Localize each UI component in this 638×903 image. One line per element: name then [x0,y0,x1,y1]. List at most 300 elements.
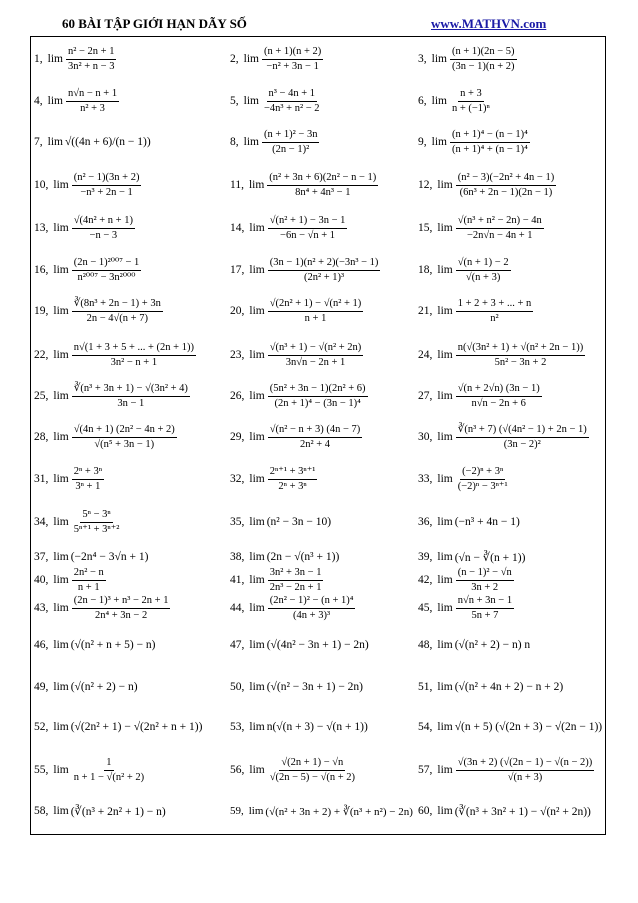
problem-number: 29, [230,431,245,443]
fraction [456,341,586,368]
problem-number: 44, [230,602,245,614]
lim-symbol: lim [53,431,69,443]
fraction [72,214,135,241]
problem-number: 6, [418,95,427,107]
numerator: √(2n + 1) − √n [279,756,345,770]
problem-item [230,793,416,829]
problem-number: 57, [418,764,433,776]
lim-symbol: lim [53,305,69,317]
fraction [456,566,514,593]
problem-item [418,207,602,249]
numerator: (−2)ⁿ + 3ⁿ [460,465,505,479]
problem-number: 16, [34,264,49,276]
fraction [268,594,356,621]
numerator: 2ⁿ⁺¹ + 3ⁿ⁺¹ [268,465,318,479]
problem-row [34,417,602,457]
problem-number: 54, [418,721,433,733]
numerator: (2n − 1)²⁰⁰⁷ − 1 [72,256,142,270]
numerator: √(n² + 1) − 3n − 1 [268,214,348,228]
fraction [66,87,119,114]
problem-number: 35, [230,516,245,528]
lim-symbol: lim [243,136,259,148]
problem-number: 31, [34,473,49,485]
lim-symbol: lim [437,516,453,528]
problem-number: 39, [418,551,433,563]
fraction [456,297,534,324]
problem-number: 45, [418,602,433,614]
lim-symbol: lim [437,222,453,234]
numerator: √(n³ + 1) − √(n² + 2n) [268,341,364,355]
problem-item [34,793,224,829]
denominator: n + 1 [304,312,327,324]
problem-number: 20, [230,305,245,317]
problem-item [418,667,602,707]
problem-number: 32, [230,473,245,485]
numerator: (n − 1)² − √n [456,566,514,580]
lim-symbol: lim [437,551,453,563]
problem-row [34,81,602,121]
fraction [268,382,368,409]
problem-number: 55, [34,764,49,776]
denominator: √(n + 3) [507,771,543,783]
problem-number: 43, [34,602,49,614]
numerator: (n² − 1)(3n + 2) [72,171,142,185]
denominator: n²⁰⁰⁷ − 3n²⁰⁰⁰ [77,271,136,283]
problem-row [34,39,602,79]
lim-symbol: lim [437,764,453,776]
denominator: (2n − 1)² [272,143,310,155]
numerator: 2n² − n [72,566,106,580]
limit-expression: (√(n² − 3n + 1) − 2n) [266,681,364,693]
lim-symbol: lim [249,551,265,563]
problem-item [230,251,416,289]
lim-symbol: lim [47,95,63,107]
limit-expression: (√(n² + 2) − n) [70,681,138,693]
numerator: n(√(3n² + 1) + √(n² + 2n − 1)) [456,341,586,355]
fraction [262,87,322,114]
denominator: (2n² + 1)³ [303,271,345,283]
limit-expression: (√n − ∛(n + 1)) [454,552,526,564]
lim-symbol: lim [437,681,453,693]
lim-symbol: lim [53,574,69,586]
problem-number: 12, [418,179,433,191]
problem-item [34,667,224,707]
problem-grid [34,39,602,832]
numerator: √(2n² + 1) − √(n² + 1) [268,297,364,311]
problem-item [34,81,224,121]
fraction [268,341,364,368]
problem-number: 56, [230,764,245,776]
problem-number: 36, [418,516,433,528]
lim-symbol: lim [437,473,453,485]
problem-row [34,163,602,207]
lim-symbol: lim [249,305,265,317]
lim-symbol: lim [47,53,63,65]
problem-row [34,377,602,415]
problem-item [418,625,602,665]
lim-symbol: lim [53,473,69,485]
fraction [268,465,318,492]
lim-symbol: lim [249,222,265,234]
lim-symbol: lim [437,721,453,733]
limit-expression: (√(n² + 4n + 2) − n + 2) [454,681,564,693]
limit-expression: (√(2n² + 1) − √(2n² + n + 1)) [70,721,203,733]
lim-symbol: lim [437,264,453,276]
fraction [72,594,171,621]
problem-number: 58, [34,805,49,817]
denominator: −n³ + 2n − 1 [80,186,133,198]
fraction [456,214,544,241]
denominator: 2ⁿ + 3ⁿ [278,480,307,492]
problem-number: 13, [34,222,49,234]
problem-number: 18, [418,264,433,276]
denominator: n + 1 [77,581,100,593]
problem-item [418,163,602,207]
problem-number: 48, [418,639,433,651]
problem-row [34,501,602,543]
denominator: √(n⁵ + 3n − 1) [94,438,155,450]
fraction [456,256,511,283]
lim-symbol: lim [431,53,447,65]
numerator: √(4n + 1) (2n² − 4n + 2) [72,423,177,437]
denominator: 3n² − n + 1 [110,356,158,368]
problem-item [34,593,224,623]
problem-item [230,501,416,543]
lim-symbol: lim [437,390,453,402]
lim-symbol: lim [437,431,453,443]
lim-symbol: lim [249,639,265,651]
problem-item [418,593,602,623]
fraction [450,45,517,72]
problem-item [34,39,224,79]
limit-expression: (−n³ + 4n − 1) [454,516,520,528]
problem-item [230,335,416,375]
lim-symbol: lim [53,222,69,234]
denominator: −n² + 3n − 1 [266,60,319,72]
numerator: √(n + 1) − 2 [456,256,511,270]
fraction [456,465,510,492]
numerator: n² − 2n + 1 [66,45,117,59]
lim-symbol: lim [249,516,265,528]
lim-symbol: lim [437,349,453,361]
lim-symbol: lim [437,602,453,614]
denominator: 5n + 7 [471,609,499,621]
denominator: (n + 1)⁴ + (n − 1)⁴ [451,143,528,155]
problem-number: 17, [230,264,245,276]
problem-item [230,459,416,499]
problem-number: 2, [230,53,239,65]
problem-item [34,121,224,163]
problem-item [230,163,416,207]
numerator: 5ⁿ − 3ⁿ [80,508,112,522]
fraction [72,566,106,593]
numerator: 3n² + 3n − 1 [268,566,324,580]
problem-number: 9, [418,136,427,148]
fraction [72,508,122,535]
problem-number: 47, [230,639,245,651]
lim-symbol: lim [53,390,69,402]
problem-item [34,417,224,457]
problem-number: 38, [230,551,245,563]
problem-item [34,377,224,415]
denominator: 2n³ − 2n + 1 [269,581,322,593]
denominator: −6n − √n + 1 [280,229,336,241]
denominator: n + 1 − √(n² + 2) [73,771,145,783]
problem-number: 52, [34,721,49,733]
problem-item [34,625,224,665]
numerator: (n + 1)⁴ − (n − 1)⁴ [450,128,530,142]
fraction [72,465,104,492]
problem-number: 42, [418,574,433,586]
numerator: √(n² − n + 3) (4n − 7) [268,423,363,437]
problem-item [34,501,224,543]
problem-number: 37, [34,551,49,563]
fraction [450,87,492,114]
fraction [456,171,556,198]
problem-item [230,207,416,249]
limit-expression: (−2n⁴ − 3√n + 1) [70,551,149,563]
fraction [72,756,146,783]
lim-symbol: lim [53,551,69,563]
problem-item [230,377,416,415]
problem-item [230,593,416,623]
problem-number: 21, [418,305,433,317]
lim-symbol: lim [53,805,69,817]
lim-symbol: lim [249,264,265,276]
problem-number: 15, [418,222,433,234]
problem-number: 24, [418,349,433,361]
problem-row [34,625,602,665]
problem-number: 41, [230,574,245,586]
fraction [268,256,381,283]
limit-expression: (∛(n³ + 3n² + 1) − √(n² + 2n)) [454,806,591,818]
denominator: 2n − 4√(n + 7) [86,312,148,324]
problem-number: 40, [34,574,49,586]
problem-row [34,749,602,791]
denominator: 3ⁿ + 1 [75,480,101,492]
problem-number: 33, [418,473,433,485]
problem-item [230,707,416,747]
problem-item [418,459,602,499]
limit-expression: (√(n² + 2) − n) n [454,639,531,651]
numerator: 1 [104,756,113,770]
limit-expression: (√(n² + 3n + 2) + ∛(n³ + n²) − 2n) [265,805,413,818]
problem-item [34,707,224,747]
problem-item [230,667,416,707]
problem-number: 60, [418,805,433,817]
numerator: √(n³ + n² − 2n) − 4n [456,214,544,228]
problem-number: 7, [34,136,43,148]
problem-item [230,121,416,163]
fraction [262,45,323,72]
problem-item [230,569,416,591]
denominator: 5n² − 3n + 2 [494,356,547,368]
lim-symbol: lim [53,764,69,776]
numerator: √(4n² + n + 1) [72,214,135,228]
problem-row [34,593,602,623]
numerator: (3n − 1)(n² + 2)(−3n³ − 1) [268,256,381,270]
numerator: n + 3 [458,87,484,101]
lim-symbol: lim [437,179,453,191]
denominator: n² + 3 [80,102,105,114]
problem-item [230,289,416,333]
numerator: (n + 1)² − 3n [262,128,319,142]
denominator: 3n√n − 2n + 1 [285,356,346,368]
denominator: 3n + 2 [471,581,499,593]
problem-number: 28, [34,431,49,443]
lim-symbol: lim [53,179,69,191]
lim-symbol: lim [243,53,259,65]
problem-number: 51, [418,681,433,693]
problem-item [418,121,602,163]
denominator: (3n − 1)(n + 2) [451,60,515,72]
lim-symbol: lim [249,681,265,693]
problem-number: 26, [230,390,245,402]
problem-number: 8, [230,136,239,148]
problem-row [34,793,602,829]
lim-symbol: lim [249,473,265,485]
problem-number: 46, [34,639,49,651]
lim-symbol: lim [437,305,453,317]
problem-number: 22, [34,349,49,361]
problem-row [34,707,602,747]
denominator: 8n⁴ + 4n³ − 1 [295,186,351,198]
numerator: (n + 1)(n + 2) [262,45,323,59]
problem-item [34,569,224,591]
problem-number: 34, [34,516,49,528]
problem-number: 23, [230,349,245,361]
problem-row [34,289,602,333]
problem-number: 19, [34,305,49,317]
problem-row [34,251,602,289]
numerator: ∛(n³ + 3n + 1) − √(3n² + 4) [72,382,190,396]
numerator: n√(1 + 3 + 5 + ... + (2n + 1)) [72,341,196,355]
denominator: (2n + 1)⁴ − (3n − 1)⁴ [274,397,361,409]
problem-item [418,289,602,333]
denominator: n² [490,312,499,324]
problem-row [34,667,602,707]
problem-number: 10, [34,179,49,191]
page-title: 60 BÀI TẬP GIỚI HẠN DÃY SỐ [62,16,247,31]
problem-number: 30, [418,431,433,443]
problem-number: 1, [34,53,43,65]
denominator: n + (−1)ⁿ [451,102,490,114]
problem-row [34,459,602,499]
fraction [268,756,357,783]
problem-item [418,81,602,121]
numerator: 2ⁿ + 3ⁿ [72,465,104,479]
problem-item [34,749,224,791]
limit-expression: n(√(n + 3) − √(n + 1)) [266,721,368,733]
fraction [268,214,348,241]
lim-symbol: lim [249,349,265,361]
fraction [268,423,363,450]
limit-expression: (2n − √(n³ + 1)) [266,551,340,563]
lim-symbol: lim [431,95,447,107]
problem-number: 11, [230,179,244,191]
problem-item [418,569,602,591]
problem-item [34,335,224,375]
fraction [456,382,542,409]
limit-expression: √((4n + 6)/(n − 1)) [64,136,151,148]
fraction [66,45,117,72]
numerator: n√n − n + 1 [66,87,119,101]
limit-expression: (√(n² + n + 5) − n) [70,639,156,651]
problem-item [418,377,602,415]
fraction [456,594,514,621]
denominator: (6n³ + 2n − 1)(2n − 1) [459,186,553,198]
problem-item [418,417,602,457]
numerator: √(3n + 2) (√(2n − 1) − √(n − 2)) [456,756,595,770]
lim-symbol: lim [53,681,69,693]
fraction [267,171,378,198]
lim-symbol: lim [53,516,69,528]
problem-number: 50, [230,681,245,693]
numerator: n√n + 3n − 1 [456,594,514,608]
problem-item [230,625,416,665]
fraction [72,297,163,324]
lim-symbol: lim [249,390,265,402]
denominator: √(2n − 5) − √(n + 2) [269,771,355,783]
problem-item [418,749,602,791]
problem-item [34,163,224,207]
lim-symbol: lim [437,805,453,817]
problem-number: 49, [34,681,49,693]
lim-symbol: lim [431,136,447,148]
numerator: (n² + 3n + 6)(2n² − n − 1) [267,171,378,185]
fraction [456,756,595,783]
fraction [72,382,190,409]
problem-number: 4, [34,95,43,107]
exercise-sheet [30,36,606,835]
lim-symbol: lim [47,136,63,148]
fraction [268,566,324,593]
problem-item [418,793,602,829]
limit-expression: √(n + 5) (√(2n + 3) − √(2n − 1)) [454,721,603,733]
fraction [450,128,530,155]
numerator: (5n² + 3n − 1)(2n² + 6) [268,382,368,396]
problem-item [34,289,224,333]
numerator: (n + 1)(2n − 5) [450,45,517,59]
problem-item [418,251,602,289]
numerator: (2n − 1)³ + n³ − 2n + 1 [72,594,171,608]
problem-item [418,39,602,79]
lim-symbol: lim [437,639,453,651]
problem-row [34,207,602,249]
denominator: 3n − 1 [117,397,145,409]
lim-symbol: lim [249,574,265,586]
problem-item [418,501,602,543]
lim-symbol: lim [437,574,453,586]
fraction [456,423,589,450]
denominator: 3n² + n − 3 [67,60,115,72]
problem-item [34,459,224,499]
problem-number: 3, [418,53,427,65]
problem-number: 25, [34,390,49,402]
site-link[interactable]: www.MATHVN.com [431,16,547,31]
denominator: √(n + 3) [465,271,501,283]
lim-symbol: lim [248,805,264,817]
problem-item [230,39,416,79]
problem-item [230,81,416,121]
problem-item [230,749,416,791]
problem-item [34,251,224,289]
denominator: 2n² + 4 [299,438,331,450]
numerator: ∛(n³ + 7) (√(4n² − 1) + 2n − 1) [456,423,589,437]
problem-item [418,707,602,747]
lim-symbol: lim [249,721,265,733]
denominator: n√n − 2n + 6 [471,397,526,409]
